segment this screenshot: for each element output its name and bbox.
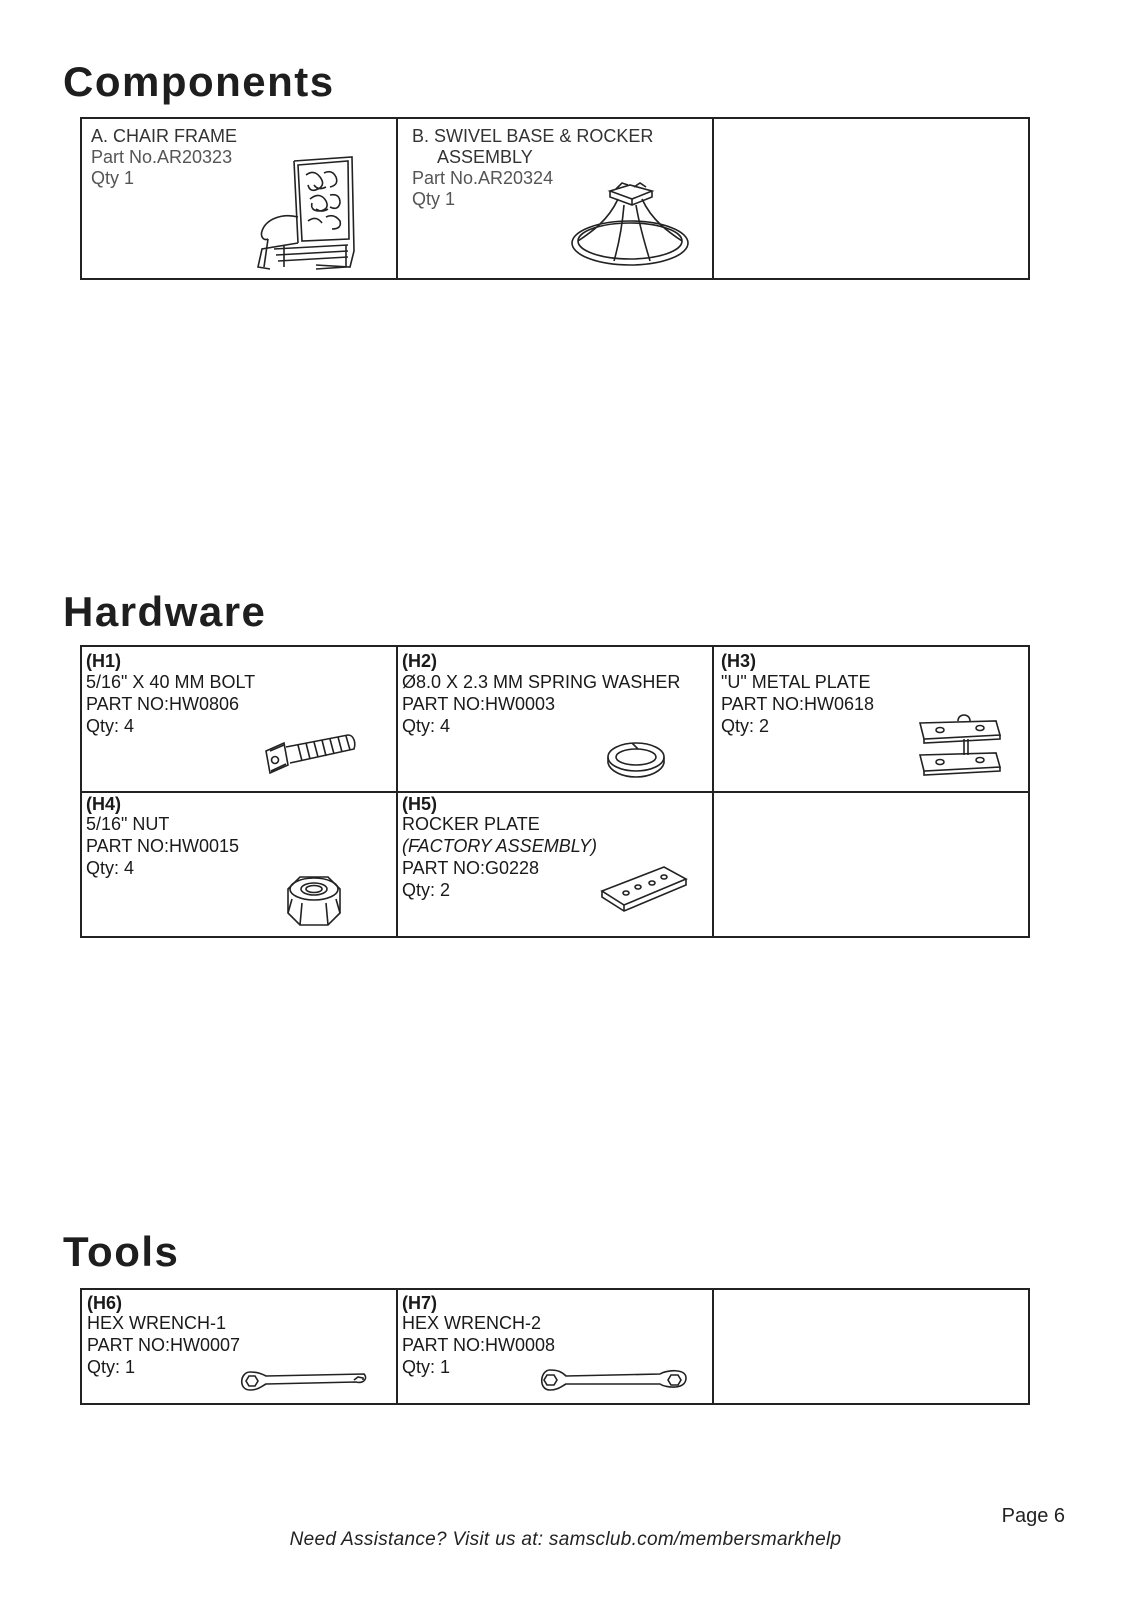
hardware-qty: Qty: 4 [402, 716, 451, 736]
assistance-footer: Need Assistance? Visit us at: samsclub.com/membersmarkhelp [289, 1529, 842, 1550]
component-name-line2: ASSEMBLY [437, 147, 533, 167]
hex-wrench-icon [536, 1366, 692, 1396]
hardware-part-number: PART NO:HW0618 [721, 694, 875, 714]
hardware-cell-empty [713, 792, 1029, 937]
page-number: Page 6 [1001, 1505, 1065, 1527]
u-metal-plate-icon [914, 711, 1004, 781]
hardware-name: ROCKER PLATE [402, 814, 540, 834]
hardware-table [80, 645, 1030, 938]
component-cell-empty [713, 118, 1029, 279]
hardware-id: (H1) [86, 651, 121, 671]
tool-name: HEX WRENCH-1 [87, 1313, 227, 1333]
hardware-name: "U" METAL PLATE [721, 672, 871, 692]
tool-id: (H7) [402, 1293, 437, 1313]
hardware-name: Ø8.0 X 2.3 MM SPRING WASHER [402, 672, 681, 692]
tool-part-number: PART NO:HW0007 [87, 1335, 241, 1355]
tool-part-number: PART NO:HW0008 [402, 1335, 556, 1355]
swivel-base-icon [570, 181, 692, 269]
hardware-part-number: PART NO:G0228 [402, 858, 540, 878]
component-part-number: Part No.AR20324 [412, 168, 554, 188]
components-heading: Components [63, 58, 335, 105]
spring-washer-icon [604, 739, 668, 779]
hardware-part-number: PART NO:HW0003 [402, 694, 556, 714]
hardware-cell-h5 [397, 792, 713, 937]
tools-table [80, 1288, 1030, 1405]
hardware-qty: Qty: 2 [721, 716, 770, 736]
hardware-qty: Qty: 4 [86, 716, 135, 736]
tool-cell-h6 [81, 1289, 397, 1404]
component-part-number: Part No.AR20323 [91, 147, 233, 167]
hardware-id: (H3) [721, 651, 756, 671]
component-name: A. CHAIR FRAME [91, 126, 238, 146]
hex-wrench-icon [236, 1368, 372, 1394]
nut-icon [284, 873, 344, 929]
hardware-qty: Qty: 2 [402, 880, 451, 900]
bolt-icon [262, 729, 360, 779]
tools-heading: Tools [63, 1228, 180, 1275]
hardware-cell-h4 [81, 792, 397, 937]
hardware-id: (H2) [402, 651, 437, 671]
component-cell-b [397, 118, 713, 279]
tool-qty: Qty: 1 [87, 1357, 136, 1377]
hardware-cell-h1 [81, 646, 397, 792]
hardware-name: 5/16" X 40 MM BOLT [86, 672, 256, 692]
hardware-id: (H4) [86, 794, 121, 814]
hardware-heading: Hardware [63, 588, 267, 635]
rocker-plate-icon [598, 865, 690, 915]
tool-name: HEX WRENCH-2 [402, 1313, 542, 1333]
component-name: B. SWIVEL BASE & ROCKER [412, 126, 654, 146]
tool-qty: Qty: 1 [402, 1357, 451, 1377]
hardware-name: 5/16" NUT [86, 814, 170, 834]
hardware-cell-h2 [397, 646, 713, 792]
components-table [80, 117, 1030, 280]
hardware-id: (H5) [402, 794, 437, 814]
component-cell-a [81, 118, 397, 279]
component-qty: Qty 1 [91, 168, 135, 188]
tool-cell-empty [713, 1289, 1029, 1404]
tool-id: (H6) [87, 1293, 122, 1313]
hardware-part-number: PART NO:HW0015 [86, 836, 240, 856]
hardware-note: (FACTORY ASSEMBLY) [402, 836, 598, 856]
hardware-cell-h3 [713, 646, 1029, 792]
chair-frame-icon [254, 155, 359, 273]
tool-cell-h7 [397, 1289, 713, 1404]
component-qty: Qty 1 [412, 189, 456, 209]
hardware-qty: Qty: 4 [86, 858, 135, 878]
hardware-part-number: PART NO:HW0806 [86, 694, 240, 714]
